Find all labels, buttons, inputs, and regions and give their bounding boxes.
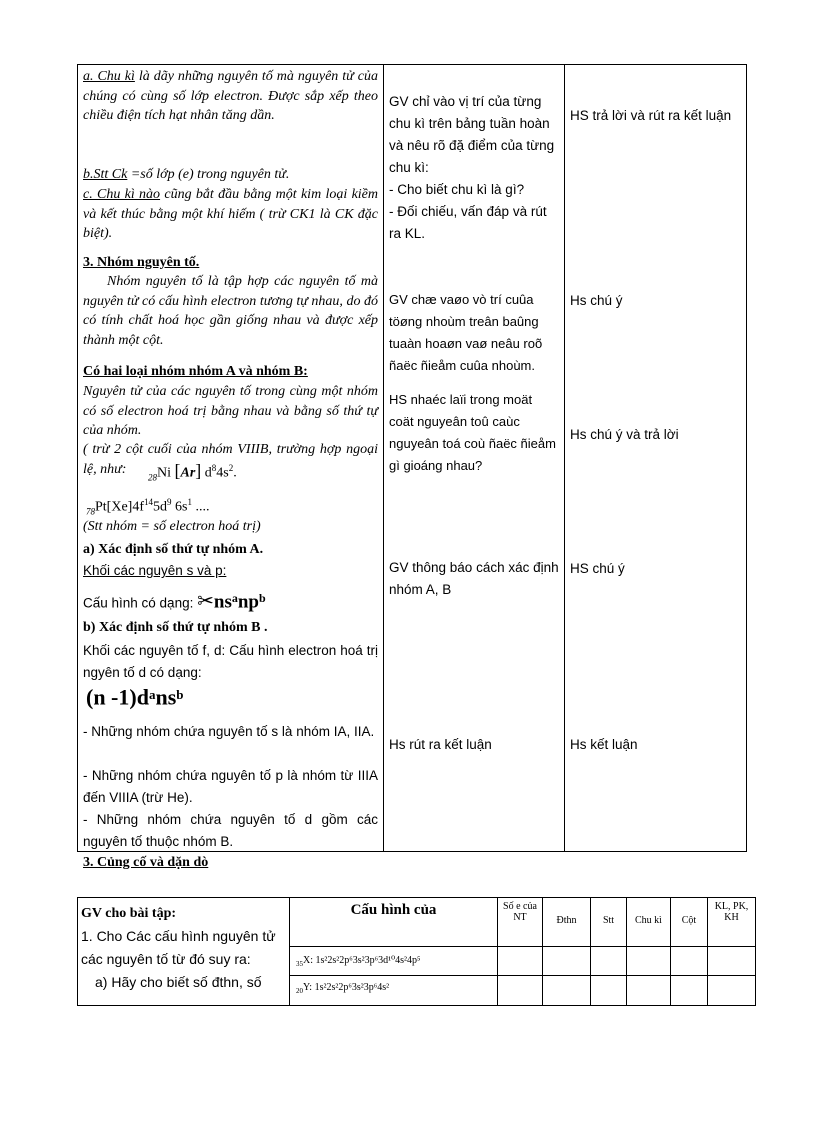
hs-chu-y-1: Hs chú ý [570,293,623,308]
hs-chu-y-2: HS chú ý [570,561,625,576]
hs-ket-luan: Hs kết luận [570,737,638,752]
nhom-d: - Những nhóm chứa nguyên tố d gồm các nguyên tố thuộc nhóm B. [83,812,378,849]
xac-dinh-nhom-b: b) Xác định số thứ tự nhóm B . [83,620,268,635]
hs-nhaec: HS nhaéc laïi trong moät coät nguyeân toû caùc nguyeân toá coù ñaëc ñieåm gì gioáng nhau? [389,392,556,473]
stt-nhom-note: (Stt nhóm = số electron hoá trị) [83,519,261,534]
nsnp-formula: Cấu hình có dạng: $✂ns^anp^b$ [83,590,266,613]
hai-loai-nhom: Có hai loại nhóm nhóm A và nhóm B: [83,364,308,379]
section-3-heading: 3. Nhóm nguyên tố. [83,255,200,270]
doi-chieu: - Đối chiếu, vấn đáp và rút ra KL. [389,204,547,241]
cell-x-1 [498,946,543,976]
lesson-table [77,64,747,852]
gv-chi: GV chỉ vào vị trí của từng chu kì trên bảng tuần hoàn và nêu rõ đặ điểm của từng chu kì: [389,94,555,175]
cell-y-3 [591,976,627,1006]
ni-config: $_{28}$Ni [Ar] $d^84s^2$. [148,460,237,483]
exercise-prompt [78,898,290,1006]
hs-tra-loi: HS trả lời và rút ra kết luận [570,108,732,123]
khoi-s-p: Khối các nguyên s và p: [83,563,227,578]
nguyen-tu-cung-nhom: Nguyên tử của các nguyên tố trong cùng một nhóm có số electron hoá trị bằng nhau và bằng số thứ tự của nhóm. [83,384,378,439]
cell-x-2 [543,946,591,976]
hs-rut-ra: Hs rút ra kết luận [389,737,492,752]
student-column [565,65,747,852]
nd-formula: (n $-1)d^ans^b$ [86,684,184,710]
cell-x-5 [671,946,708,976]
xac-dinh-nhom-a: a) Xác định số thứ tự nhóm A. [83,542,264,557]
exercise-table [77,897,756,1006]
head-dthn: Đthn [543,898,591,947]
cell-y-6 [708,976,756,1006]
scissors-icon: ✂ [197,590,214,613]
hs-chu-y-tra-loi: Hs chú ý và trả lời [570,427,679,442]
stt-chu-ki: b.Stt Ck =số lớp (e) trong nguyên tử. [83,167,290,182]
cell-y-1 [498,976,543,1006]
cell-x-4 [627,946,671,976]
exercise-item-a: a) Hãy cho biết số đthn, số [95,974,262,990]
chu-ki-start-end: c. Chu kì nào cũng bắt đầu bằng một kim loại kiềm và kết thúc bằng một khí hiếm ( trừ CK1 là CK đặc biệt). [83,187,378,242]
section-cung-co: 3. Củng cố và dặn dò [83,855,209,870]
ngoai-le-note: ( trừ 2 cột cuối của nhóm VIIIB, trường hợp ngoại lệ, như: [83,442,378,477]
content-column [78,65,384,852]
teacher-column [384,65,565,852]
nhom-definition: Nhóm nguyên tố là tập hợp các nguyên tố mà nguyên tử có cấu hình electron tương tự nhau, do đó có tính chất hoá học gần giống nhau và được xếp thành một cột. [83,274,378,348]
nhom-p: - Những nhóm chứa nguyên tố p là nhóm từ IIIA đến VIIIA (trừ He). [83,768,378,805]
config-x: $_{35}$X: 1s²2s²2p⁶3s²3p⁶3d¹⁰4s²4p⁵ [290,946,498,976]
gv-thong-bao: GV thông báo cách xác định nhóm A, B [389,560,559,597]
cell-y-5 [671,976,708,1006]
exercise-item-1: 1. Cho Các cấu hình nguyên tử các nguyên tố từ đó suy ra: [81,928,276,967]
head-cau-hinh: Cấu hình của [290,898,498,947]
head-stt: Stt [591,898,627,947]
pt-config: $_{78}Pt[Xe]4f^{14}5d^9$ $6s^1$ .... [86,497,210,517]
head-so-e: Số e của NT [498,898,543,947]
head-kl: KL, PK, KH [708,898,756,947]
cell-x-3 [591,946,627,976]
head-cot: Cột [671,898,708,947]
chu-ki-definition: a. Chu kì là dãy những nguyên tố mà nguyên tử của chúng có cùng số lớp electron. Được sắp xếp theo chiều điện tích hạt nhân tăng dần. [83,69,378,124]
cho-biet: - Cho biết chu kì là gì? [389,182,525,197]
head-chu-ki: Chu kì [627,898,671,947]
cell-x-6 [708,946,756,976]
config-y: $_{20}$Y: 1s²2s²2p⁶3s²3p⁶4s² [290,976,498,1006]
cell-y-4 [627,976,671,1006]
cell-y-2 [543,976,591,1006]
nhom-s: - Những nhóm chứa nguyên tố s là nhóm IA, IIA. [83,724,375,739]
khoi-f-d: Khối các nguyên tố f, d: Cấu hình electron hoá trị ngyên tố d có dạng: [83,643,378,680]
gv-chae: GV chæ vaøo vò trí cuûa töøng nhoùm treân baûng tuaàn hoaøn vaø neâu roõ ñaëc ñieåm cuûa nhoùm. [389,292,543,373]
gv-cho-bai-tap: GV cho bài tập: [81,906,177,921]
